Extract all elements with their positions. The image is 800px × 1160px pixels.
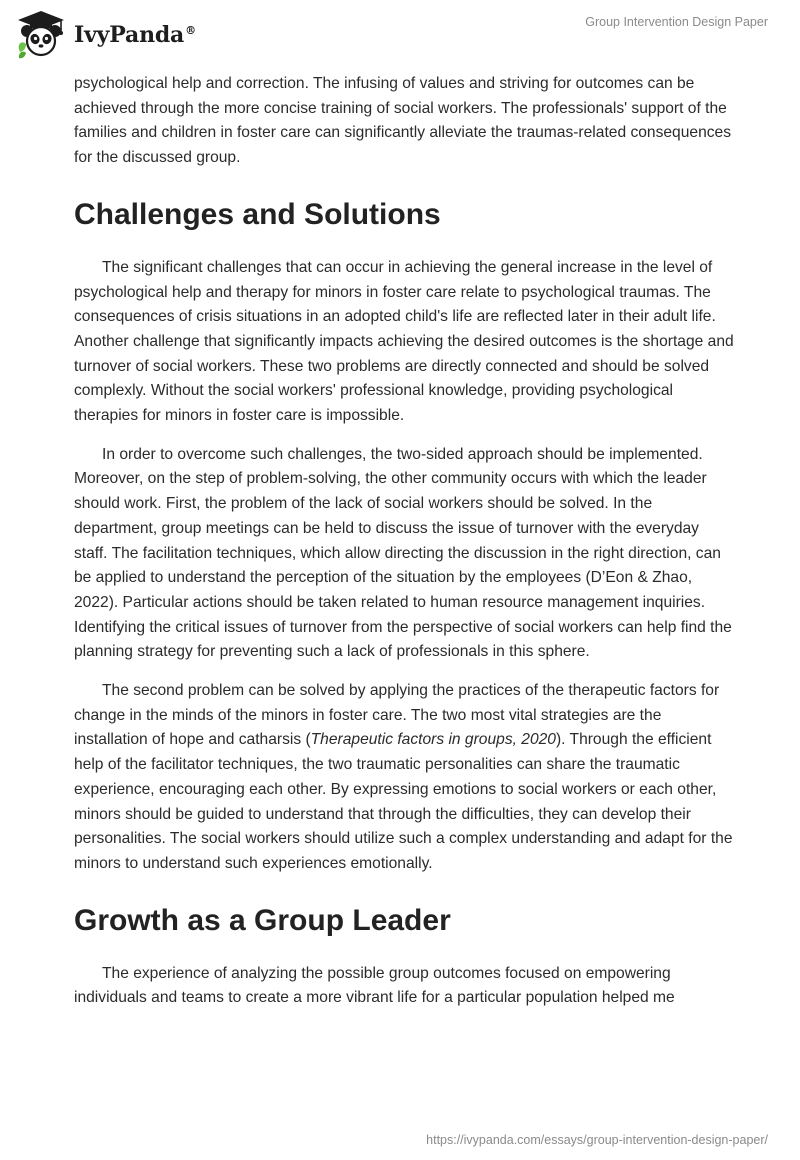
section-heading-challenges: Challenges and Solutions <box>74 197 441 231</box>
document-title: Group Intervention Design Paper <box>585 15 768 29</box>
brand-name <box>74 22 196 48</box>
section-heading-growth: Growth as a Group Leader <box>74 903 451 937</box>
page-header <box>0 0 800 70</box>
brand-name-text: IvyPanda <box>74 22 185 48</box>
article-body <box>74 72 734 1011</box>
panda-graduate-icon <box>14 8 68 62</box>
paragraph-text-start: The second problem can be solved by applying the practices of the therapeutic factors for change in the minds of the minors in foster care. The two most vital strategies are the installation of hope and catharsis ( <box>74 682 720 749</box>
paragraph-challenges: The significant challenges that can occur in achieving the general increase in the level of psychological help and therapy for minors in foster care relate to psychological traumas. The consequences of crisis situations in an adopted child's life are reflected later in their adult life. Another challenge that significantly impacts achieving the desired outcomes is the shortage and turnover of social workers. These two problems are directly connected and should be solved complexly. Without the social workers' professional knowledge, providing psychological therapies for minors in foster care is impossible. <box>74 258 734 425</box>
ivypanda-logo[interactable] <box>14 8 196 62</box>
intro-paragraph: psychological help and correction. The infusing of values and striving for outcomes can be achieved through the more concise training of social workers. The professionals' support of the families and children in foster care can significantly alleviate the traumas-related consequences for the discussed group. <box>74 75 732 167</box>
paragraph-therapeutic-factors <box>74 679 734 877</box>
paragraph-text-end: ). Through the efficient help of the facilitator techniques, the two traumatic personalities can share the traumatic experience, encouraging each other. By expressing emotions to social workers or each other, minors should be guided to understand that through the difficulties, they can develop their personalities. The social workers should utilize such a complex understanding and adapt for the minors to understand such experiences emotionally. <box>74 731 733 872</box>
brand-registered-mark: ® <box>185 23 196 37</box>
source-url[interactable]: https://ivypanda.com/essays/group-intervention-design-paper/ <box>426 1133 768 1147</box>
paragraph-solutions: In order to overcome such challenges, the two-sided approach should be implemented. Moreover, on the step of problem-solving, the other community occurs with which the leader should work. First, the problem of the lack of social workers should be solved. In the department, group meetings can be held to discuss the issue of turnover with the everyday staff. The facilitation techniques, which allow directing the discussion in the right direction, can be applied to understand the perception of the situation by the employees (D’Eon & Zhao, 2022). Particular actions should be taken related to human resource management inquiries. Identifying the critical issues of turnover from the perspective of social workers can help find the planning strategy for preventing such a lack of professionals in this sphere. <box>74 445 732 661</box>
citation-title: Therapeutic factors in groups, 2020 <box>310 731 556 749</box>
paragraph-growth: The experience of analyzing the possible group outcomes focused on empowering individuals and teams to create a more vibrant life for a particular population helped me <box>74 964 675 1007</box>
